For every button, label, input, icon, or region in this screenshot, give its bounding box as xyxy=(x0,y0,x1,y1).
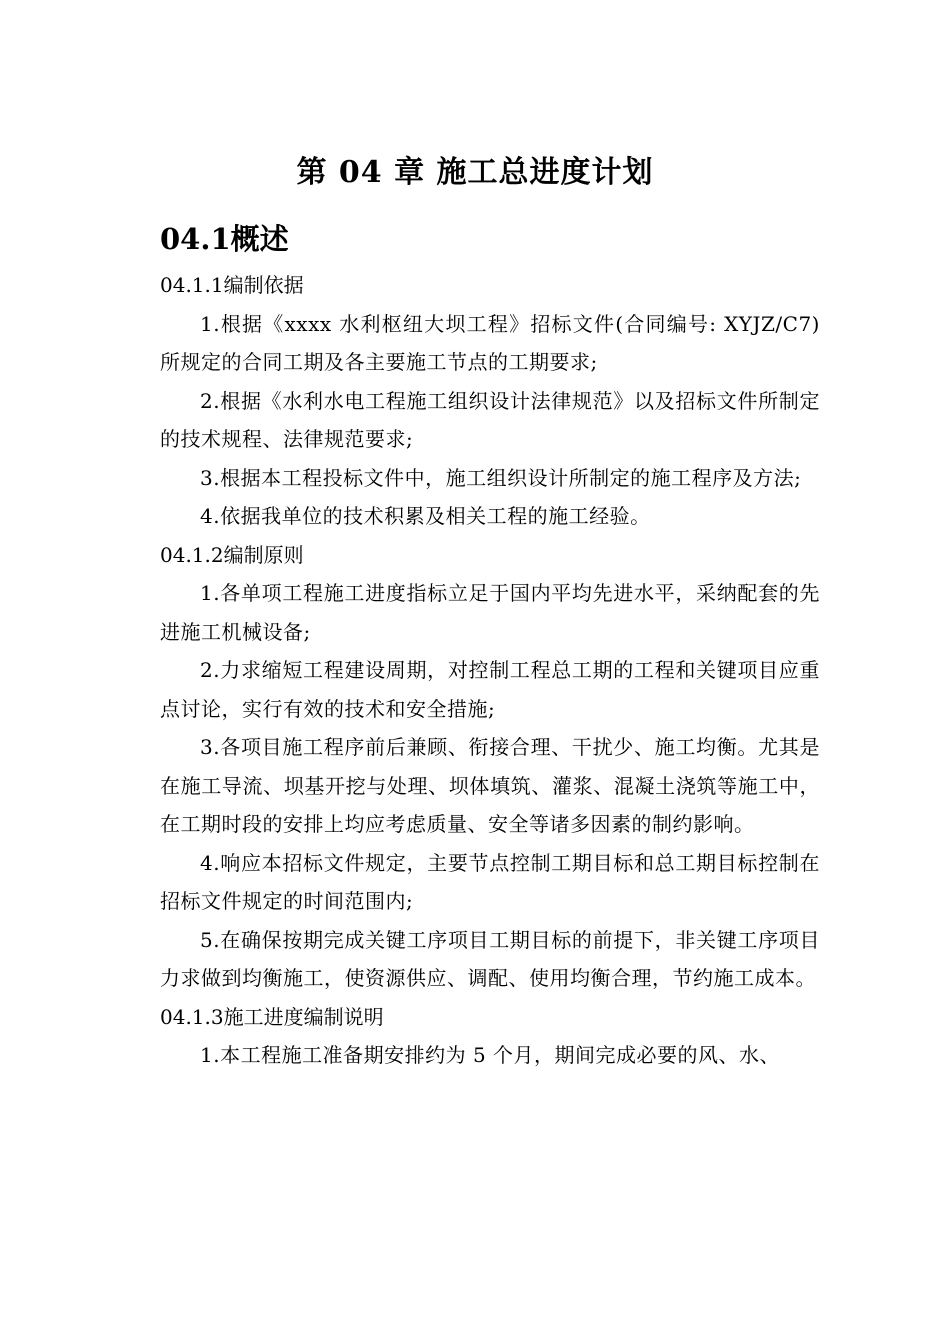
paragraph: 4.依据我单位的技术积累及相关工程的施工经验。 xyxy=(200,504,651,528)
paragraph: 5.在确保按期完成关键工序项目工期目标的前提下，非关键工序项目力求做到均衡施工，使资源供应、调配、使用均衡合理，节约施工成本。 xyxy=(160,927,820,990)
subsection-heading-basis: 04.1.1编制依据 xyxy=(160,273,304,297)
subsection-heading-principles: 04.1.2编制原则 xyxy=(160,542,304,567)
paragraph: 3.各项目施工程序前后兼顾、衔接合理、干扰少、施工均衡。尤其是在施工导流、坝基开挖与处理、坝体填筑、灌浆、混凝土浇筑等施工中，在工期时段的安排上均应考虑质量、安全等诸多因素的制约影响。 xyxy=(160,735,820,836)
paragraph: 3.根据本工程投标文件中，施工组织设计所制定的施工程序及方法; xyxy=(200,465,802,490)
subsection-heading-schedule-notes: 04.1.3施工进度编制说明 xyxy=(160,1004,384,1029)
paragraph: 1.各单项工程施工进度指标立足于国内平均先进水平，采纳配套的先进施工机械设备; xyxy=(160,581,820,644)
paragraph: 4.响应本招标文件规定，主要节点控制工期目标和总工期目标控制在招标文件规定的时间范围内; xyxy=(160,850,820,913)
paragraph: 2.力求缩短工程建设周期，对控制工程总工期的工程和关键项目应重点讨论，实行有效的技术和安全措施; xyxy=(160,658,820,721)
paragraph: 1.本工程施工准备期安排约为 5 个月，期间完成必要的风、水、 xyxy=(200,1043,781,1067)
chapter-title: 第 04 章 施工总进度计划 xyxy=(296,155,654,190)
paragraph: 1.根据《xxxx 水利枢纽大坝工程》招标文件(合同编号: XYJZ/C7)所规定的合同工期及各主要施工节点的工期要求; xyxy=(160,311,820,374)
document-body xyxy=(160,266,820,1075)
paragraph: 2.根据《水利水电工程施工组织设计法律规范》以及招标文件所制定的技术规程、法律规范要求; xyxy=(160,388,820,451)
section-title: 04.1概述 xyxy=(160,222,289,256)
